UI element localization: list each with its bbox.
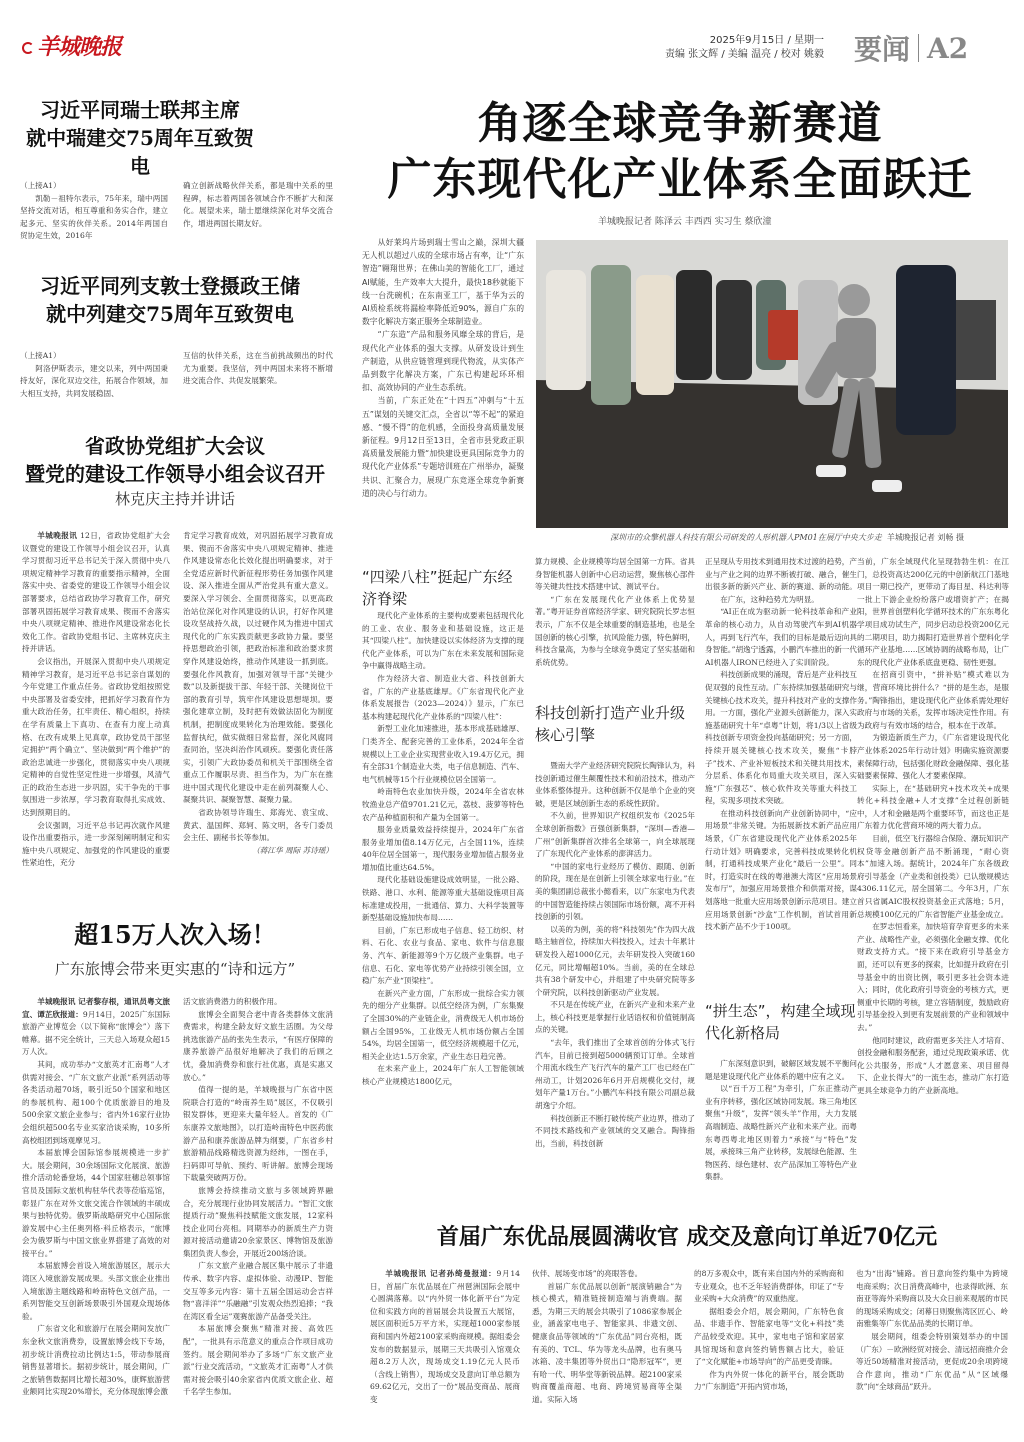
story5-lead: 羊城晚报讯 记者孙绮曼报道： bbox=[385, 1269, 497, 1278]
story4-paragraph: 广东文旅产业融合展区集中展示了非遗传承、数字内容、虚拟体验、动漫IP、智能交互等多元内容：第十五届全国运动会吉祥物“喜洋洋”“乐融融”引发观众热烈追捧；“我在湾区看全运”观赛旅游产品备受关注。 bbox=[183, 1261, 333, 1321]
story3-lead: 羊城晚报讯 bbox=[37, 531, 78, 540]
story5-paragraph: 伙伴、展场变市场”的亮眼答卷。 bbox=[532, 1269, 643, 1278]
main-paragraph: 目前，低空飞行器综合保险、潮玩知识产权贷等金融创新产品不断涌现，“耐心资本”加速入场。据统计，2024年广东各级政府引导基金（产业类和创投类）已认缴规模达4306.11亿元，居全国第二。今年3月，广东首只省属AIC股权投资基金正式落地；5月，总规模100亿元的广东省智能产业基金成立。 bbox=[857, 834, 1009, 919]
story2-column-1 bbox=[20, 350, 168, 406]
main-paragraph: 广东深刻意识到，破解区域发展不平衡问题是建设现代化产业体系的题中应有之义。 bbox=[705, 1059, 857, 1081]
story3-subhead: 林克庆主持并讲话 bbox=[114, 490, 235, 508]
story4-paragraph: 广东省文化和旅游厅在展会期间发放广东金秋文旅消费券，设置旅博会线下专场，初步统计消费拉动比例达1:5，带动参展商销售显著增长。据初步统计，展会期间，广之旅销售数据同比增长超30%，康辉旅游营业额同比实现20%增长，充分体现旅博会激 bbox=[22, 1324, 170, 1397]
main-paragraph: 作为经济大省、制造业大省、科技创新大省，广东的产业基底雄厚。《广东省现代化产业体系发展报告（2023—2024）》显示，广东已基本构建起现代化产业体系的“四梁八柱”： bbox=[362, 673, 524, 721]
dateline bbox=[665, 34, 824, 62]
story3-paragraph: 12日，省政协党组扩大会议暨党的建设工作领导小组会议召开，认真学习贯彻习近平总书记关于深入贯彻中央八项规定精神学习教育的重要指示精神，全面落实中央、省委党的建设工作领导小组会议部署要求，总结省政协学习教育工作，研究部署巩固拓展学习教育成果、锲而不舍落实中央八项规定精神、推进作风建设常态化长效化工作。省政协党组书记、主席林克庆主持并讲话。 bbox=[22, 531, 170, 654]
main-paragraph: 现代化产业体系的主要构成要素包括现代化的工业、农业、服务业和基础设施，这正是其“四梁八柱”。加快建设以实体经济为支撑的现代化产业体系，可以为广东在未来发展和国际竞争中赢得战略主动。 bbox=[362, 611, 524, 671]
main-headline-line1: 角逐全球竞争新赛道 bbox=[477, 98, 883, 149]
story5-column-1 bbox=[370, 1268, 520, 1433]
main-paragraph: 在招商引资中，“拼补贴”模式难以为继，营商环境比拼什么？“拼的是生态，是服务。”陶锋指出，建设现代化产业体系需处理好政府与市场的关系，发挥市场决定性作用。有为政府与有效市场的结合，根本在于改革。 bbox=[857, 670, 1009, 730]
main-paragraph: 在未来产业上，2024年广东人工智能领域核心产业规模达1800亿元， bbox=[362, 1064, 524, 1086]
story4-paragraph: 活文旅消费潜力的积极作用。 bbox=[183, 997, 282, 1006]
section-name: 要闻 bbox=[854, 33, 911, 66]
section-label bbox=[854, 28, 968, 68]
main-paragraph: 以“百千万工程”为牵引，广东正推动产业有序转移，强化区域协同发展。珠三角地区聚焦“升级”，发挥“领头羊”作用，大力发展高端制造、战略性新兴产业和未来产业。而粤东粤西粤北地区则着力“承接”与“特色”发展，承接珠三角产业转移，发展绿色能源、生物医药、绿色建材、农产品深加工等特色产业集群。 bbox=[705, 1084, 857, 1182]
story1-headline-line2: 就中瑞建交75周年互致贺电 bbox=[26, 126, 254, 178]
main-column-c bbox=[705, 556, 857, 976]
story3-credit: （蒋江华 周际 苏诗瑶） bbox=[252, 845, 333, 855]
subhead-ecosystem: “拼生态”，构建全域现代化新格局 bbox=[705, 1002, 856, 1042]
main-paragraph: 不只是在传统产业，在新兴产业和未来产业上，核心科技更是掌握行业话语权和价值链制高点的关键。 bbox=[535, 1000, 695, 1035]
main-paragraph: 科技创新成果的涌现，背后是产业科技互促双强的良性互动。广东持续加强基础研究与关键核心技术攻关，提升科技对产业的支撑作用。一方面，强化产业源头创新能力，深入实施基础研究十年“卓粤”计划，将1/3以上省级科技创新专项资金投向基础研究；另一方面，持续开展关键核心技术攻关，聚焦“卡脖子”技术、产业补短板技术和关键共用技术，分层系、体系化布局重大攻关项目，深入实施“广东强芯”、核心软件攻关等重大科技工程，实现多项技术突破。 bbox=[705, 670, 857, 806]
story5-paragraph: 的8万多观众中，既有来自国内外的采购商和专业观众，也不乏年轻消费群体，印证了“专业采购+大众消费”的双重热度。 bbox=[694, 1269, 844, 1304]
main-paragraph: 在罗志恒看来，加快培育孕育更多的未来产业、战略性产业，必须强化金融支撑、优化财政支持方式。“接下来在政府引导基金方面，还可以有更多的探索，比如提升政府在引导基金中的出资比例，吸引更多社会资本进入；同时，优化政府引导资金的考核方式，更侧重中长期的考核，建立容错制度，鼓励政府引导基金投入到更有发展前景的产业和领域中去。” bbox=[857, 922, 1009, 1032]
main-paragraph: 暨南大学产业经济研究院院长陶锋认为，科技创新通过催生颠覆性技术和前沿技术，推动产业体系整体提升。这种创新不仅是单个企业的突破，更是区域创新生态的系统性跃阶。 bbox=[535, 761, 695, 808]
main-paragraph: 不久前，世界知识产权组织发布《2025年全球创新指数》百强创新集群，“深圳—香港—广州”创新集群首次排名全球第一，向全球展现了广东现代化产业体系的澎湃活力。 bbox=[535, 811, 695, 859]
photo-caption bbox=[610, 532, 964, 543]
story3-headline-line2: 暨党的建设工作领导小组会议召开 bbox=[25, 462, 325, 486]
story5-paragraph: 展会期间，组委会特别策划举办的中国（广东）－欧洲经贸对接会、清远招商推介会等近50场精准对接活动，更促成20余项跨境合作意向，推动“广东优品”从“区域爆款”向“全球商品”跃升。 bbox=[856, 1331, 1008, 1392]
main-paragraph: 算力规模、企业规模等均居全国第一方阵。省具身智能机器人创新中心启动运营，聚焦核心部件等关键共性技术搭建中试、测试平台。 bbox=[535, 557, 695, 592]
main-headline bbox=[350, 96, 1010, 208]
main-paragraph: 在广东，这种趋势尤为明显。 bbox=[720, 594, 819, 604]
story5-column-3 bbox=[694, 1268, 844, 1433]
story2-headline-line1: 习近平同列支敦士登摄政王储 bbox=[40, 274, 300, 298]
main-headline-line2: 广东现代化产业体系全面跃迁 bbox=[387, 154, 973, 205]
story4-headline: 超15万人次入场！ bbox=[74, 920, 276, 949]
story4-lead: 羊城晚报讯 记者黎存根，通讯员粤文旅宣、谭芷欣报道： bbox=[22, 997, 170, 1019]
humanoid-robot-photo bbox=[536, 240, 1008, 528]
main-paragraph: 以美的为例，美的将“科技领先”作为四大战略主轴首位，持续加大科技投入，过去十年累计研发投入超1000亿元，去年研发投入突破160亿元，同比增幅超10%。当前，美的在全球总共有38个研发中心，并组建了中央研究院等多个研究院，以科技创新驱动产业发展。 bbox=[535, 924, 695, 997]
issue-date: 2025年9月15日 / 星期一 bbox=[709, 35, 824, 46]
main-paragraph: 实际上，在“基础研究+技术攻关+成果转化+科技金融+人才支撑”全过程创新链中，人才和金融是两个重要环节，而这也正是广东着力优化营商环境的两大着力点。 bbox=[857, 783, 1009, 831]
main-paragraph: “中国的家电行业经历了模仿、跟随、创新的阶段，现在是在创新上引领全球家电行业。”在美的集团副总裁张小懿看来，以广东家电为代表的中国智造能持续占领国际市场份额，离不开科技创新的引领。 bbox=[535, 861, 695, 922]
story5-headline: 首届广东优品展圆满收官 成交及意向订单近70亿元 bbox=[436, 1224, 938, 1250]
story4-paragraph: 旅博会持续推动文旅与多领域跨界融合，充分展现行业协同发展活力。“智汇文旅提质行动”聚焦科技赋能文旅发展，12家科技企业同台亮相。同期举办的新质生产力资源对接活动邀请20余家景区、博物馆及旅游集团负责人参会，开展近200场洽谈。 bbox=[183, 1185, 333, 1258]
photo-illustration bbox=[536, 240, 1008, 528]
story5-paragraph: 据组委会介绍，展会期间，广东特色食品、非遗手作、智能家电等“文化+科技”类产品较受欢迎。其中，家电电子馆和家居家具馆现场和意向签约销售额占比大，验证了“文化赋能+市场导向”的产品更受青睐。 bbox=[694, 1306, 844, 1367]
story5-column-2 bbox=[532, 1268, 682, 1433]
story3-paragraph: 会议指出，开展深入贯彻中央八项规定精神学习教育，是习近平总书记亲自谋划的今年党建工作重点任务。省政协党组按照党中央部署及省委安排，把抓好学习教育作为重大政治任务，扛牢责任、精心组织，持续在学有质量上下真功、在查有力度上动真格、在改有成果上见真章，政协党员干部坚定拥护“两个确立”、坚决做到“两个维护”的政治忠诚进一步强化，贯彻落实中央八项规定精神的自觉性坚定性进一步增强，风清气正的政治生态进一步巩固，实干争先的干事氛围进一步浓厚，学习教育取得扎实成效、达到预期目的。 bbox=[22, 656, 170, 818]
story3-paragraph: 会议强调，习近平总书记再次就作风建设作出重要指示，进一步深刻阐明制定和实施中央八项规定、加强党的作风建设的重要性紧迫性，充分 bbox=[22, 820, 170, 868]
story4-paragraph: 其间，成功举办“文旅英才汇南粤”人才供需对接会、“广东文旅产业派”系列活动等各类活动超70场，吸引近50个国家和地区的参展机构、超100个优质旅游目的地及500余家文旅企业参与；省内外16家行业协会组织超500名专业买家洽谈采购，10多所高校组团到场观摩见习。 bbox=[22, 1059, 170, 1145]
story1-paragraph: 确立创新战略伙伴关系，都是瑞中关系的里程碑，标志着两国各领域合作不断扩大和深化。展望未来，瑞士愿继续深化对华交流合作，增进两国长期友好。 bbox=[183, 181, 333, 228]
main-column-a bbox=[362, 610, 524, 1202]
story4-subhead: 广东旅博会带来更实惠的“诗和远方” bbox=[54, 960, 296, 978]
subhead-tech-innovation: 科技创新打造产业升级核心引擎 bbox=[535, 704, 686, 744]
main-paragraph: “广东在发展现代化产业体系上优势显著。”粤开证券首席经济学家、研究院院长罗志恒表示，广东不仅是全球重要的制造基地，也是全国创新的核心引擎，抗风险能力强，特色鲜明，科技含量高，为参与全球竞争奠定了坚实基础和系统优势。 bbox=[535, 594, 695, 667]
story3-headline-line1: 省政协党组扩大会议 bbox=[85, 434, 265, 458]
story3-column-1 bbox=[22, 530, 170, 868]
story5-column-4 bbox=[856, 1268, 1008, 1433]
story4-paragraph: 旅博会全面契合老中青各类群体文旅消费需求，构建全龄友好文旅生活圈。为父母挑选旅游产品的张先生表示，“有医疗保障的康养旅游产品很好地解决了我们的后顾之忧，叠加消费券和旅行社优惠，真是实惠又放心。” bbox=[183, 1009, 333, 1082]
story3-paragraph: 肯定学习教育成效，对巩固拓展学习教育成果、锲而不舍落实中央八项规定精神、推进作风建设常态化长效化提出明确要求，对于全党适应新时代新征程形势任务加强作风建设、深入推进全面从严治党具有重大意义。要深入学习领会、全面贯彻落实，以更高政治站位深化对作风建设的认识，打好作风建设攻坚战持久战，以过硬作风为推进中国式现代化的广东实践贡献更多政协力量。要坚持思想政治引领，把政治标准和政治要求贯穿作风建设始终，推动作风建设一抓到底。要强化作风教育，加强对领导干部“关键少数”以及新提拔干部、年轻干部、关键岗位干部的教育引导，筑牢作风建设思想堤坝。要强化建章立制，及时把有效做法固化为制度机制，把制度成果转化为治理效能。要强化监督执纪，做实做细日常监督，深化风腐同查同治，坚决纠治作风顽疾。要强化责任落实，引领广大政协委员和机关干部围绕全省重点工作履职尽责、担当作为，为广东在推进中国式现代化建设中走在前列凝聚人心、凝聚共识、凝聚智慧、凝聚力量。 bbox=[183, 531, 333, 805]
story2-paragraph: 阿洛伊斯表示，建交以来，列中两国秉持友好，深化双边交往，拓展合作领域，加大相互支持，共同发展稳固、 bbox=[20, 363, 168, 398]
story4-paragraph: 本届旅博会国际馆参展规模进一步扩大。展会期间，30余场国际文化展演、旅游推介活动轮番登场，44个国家驻穗总领事馆官员及国际文旅机构驻华代表等莅临巡馆，彰显广东在对外文旅交流合作领域的丰硕成果与独特优势。俄罗斯战略研究中心国际旅游发展中心主任奥列格·科丘格表示，“旅博会为俄罗斯与中国文旅业界搭建了高效的对接平台。” bbox=[22, 1148, 170, 1258]
story5-paragraph: 9月14日，首届广东优品展在广州琶洲国际会展中心圆满落幕。以“内外贸一体化新平台”为定位和实践方向的首届展会共设置五大展馆，展区面积近5万平方米，实现超1000家参展商和国内外超2100家采购商规模。据组委会发布的数据显示，展期三天共吸引入馆观众超8.2万人次，现场成交1.19亿元人民币（含线上销售），现场成交及意向订单总额为69.62亿元，交出了一份“展品变商品、展商变 bbox=[370, 1269, 520, 1404]
story3-headline bbox=[15, 432, 335, 488]
photo-credit: 羊城晚报记者 刘畅 摄 bbox=[886, 533, 964, 542]
continuation-note: （上接A1） bbox=[20, 351, 61, 360]
main-column-d bbox=[857, 556, 1009, 1196]
story1-paragraph: 凯勒－祖特尔表示，75年来，瑞中两国坚持交流对话，相互尊重和务实合作，建立起多元、坚实的伙伴关系。2014年两国自贸协定生效，2016年 bbox=[20, 193, 168, 241]
main-paragraph: 现代化基础设施建设成效明显，一批公路、铁路、港口、水利、能源等重大基础设施项目高标准建成投用，一批通信、算力、大科学装置等新型基础设施加快布局…… bbox=[362, 875, 524, 923]
main-paragraph: 服务业质量效益持续提升，2024年广东省服务业增加值8.14万亿元，占全国11%，连续40年位居全国第一，现代服务业增加值占服务业增加值比重达64.5%。 bbox=[362, 825, 524, 872]
subhead-four-pillars: “四梁八柱”挺起广东经济脊梁 bbox=[362, 568, 513, 608]
story1-column-2 bbox=[183, 180, 333, 236]
story4-paragraph: 本届旅博会聚焦“精准对接、高效匹配”，一批具有示范意义的重点合作项目成功签约。展会期间举办了多场“广东文旅产业派”行业交流活动，“文旅英才汇南粤”人才供需对接会吸引40余家省内优质文旅企业、超千名学生参加。 bbox=[183, 1324, 333, 1397]
editor-credits: 责编 张文辉 / 美编 温亮 / 校对 姚毅 bbox=[665, 49, 824, 60]
main-paragraph: 正呈现从专用技术到通用技术过渡的趋势，产业与产业之间的边界不断被打破、融合，催生出很多新的新兴产业、新的赛道、新的动能。 bbox=[705, 557, 857, 592]
main-intro-paragraph: “广东造”产品和服务风靡全球的背后，是现代化产业体系的强大支撑。从研发设计到生产制造，从供应链管理到现代物流，从实体产品到数字化解决方案，广东已构建起环环相扣、高效协同的产业生态系统。 bbox=[362, 330, 524, 393]
story2-column-2 bbox=[183, 350, 333, 406]
story4-paragraph: 值得一提的是，羊城晚报与广东省中医院联合打造的“岭南养生局”展区，不仅吸引银发群体，更迎来大量年轻人。首发的《广东康养文旅地图》，以打造岭南特色中医药旅游产品和康养旅游品牌为纲要，广东省乡村旅游精品线路精选资源为经纬，一图在手，扫码即可导航、预约、听讲解。旅博会现场下载量突破两万份。 bbox=[183, 1085, 333, 1183]
main-paragraph: 在新兴产业方面，广东形成一批综合实力领先的细分产业集群。以低空经济为例，广东集聚了全国30%的产业链企业，消费级无人机市场份额占全国95%，工业级无人机市场份额占全国54%，均居全国第一，低空经济规模超千亿元，相关企业达1.5万余家，产业生态日趋完善。 bbox=[362, 988, 524, 1061]
main-paragraph: 他同时建议，政府需更多关注人才培育、创投金融和服务配套，通过兑现政策承诺、优化公共服务，形成“人才愿意来、项目留得下、企业长得大”的一流生态，推动广东打造更具全球竞争力的产业新高地。 bbox=[857, 1035, 1009, 1095]
story4-paragraph: 本届旅博会首设入境旅游展区，展示大湾区入境旅游发展成果。头部文旅企业推出入境旅游主题线路和岭南特色文创产品，一系列智能交互创新场景吸引外国观众现场体验。 bbox=[22, 1261, 170, 1321]
main-intro-column bbox=[362, 236, 524, 526]
story1-column-1 bbox=[20, 180, 168, 241]
story2-headline-line2: 就中列建交75周年互致贺电 bbox=[46, 302, 294, 326]
story5-paragraph: 也为“出海”铺路。首日意向签约集中为跨境电商采购；次日消费高峰中，也录得欧洲、东南亚等海外采购商以及大众日前来观展的市民的现场采购成交；闭幕日则聚焦湾区匠心、岭南雅集等广东优品品类的长期订单。 bbox=[856, 1269, 1008, 1329]
main-paragraph: 在推动科技创新向产业创新协同中，“应用场景”非常关键。为拓展新技术新产品应用场景，《广东省建设现代化产业体系2025年行动计划》明确要求，完善科技成果转化机制，打通科技成果产业化“最后一公里”。同时，打造实时在线的粤港澳大湾区“应用场景发布厅”，加强应用场景推介和供需对接，谋划落地一批重大应用场景创新示范项目。建立应用场景创新“沙盒”工作机制，首试首用新技术新产品不少于100项。 bbox=[705, 808, 857, 932]
main-column-c2 bbox=[705, 1058, 857, 1198]
main-intro-paragraph: 当前，广东正处在“十四五”冲刺与“十五五”谋划的关键交汇点，全省以“等不起”的紧迫感、“慢不得”的危机感，全面投身高质量发展新征程。9月12日至13日，全省市县党政正职高质量发展能力暨“加快建设更具国际竞争力的现代化产业体系”专题培训班在广州举办，凝聚共识、汇聚合力，展现广东竞逐全球竞争新赛道的决心与行动力。 bbox=[362, 396, 524, 498]
story5-paragraph: 首届广东优品展以创新“展演销融合”为核心模式，精准链接制造端与消费端。据悉，为期三天的展会共吸引了1086家参展企业，涵盖家电电子、智能家具、非遗文创、健康食品等领域的“广东优品”同台亮相，既有美的、TCL、华为等龙头品牌，也有奥马冰箱、凌丰集团等外贸出口“隐形冠军”，更有哈一代、明华堂等新锐品牌。超2100家采购商覆盖商超、电商、跨境贸易商等全渠道。实际入场 bbox=[532, 1281, 682, 1404]
main-column-b2 bbox=[535, 760, 695, 1202]
main-paragraph: 新型工业化加速推进，基本形成基础雄厚、门类齐全、配套完善的工业体系，2024年全省规模以上工业企业实现营业收入19.4万亿元，拥有全部31个制造业大类，电子信息制造、汽车、电气机械等15个行业规模位居全国第一。 bbox=[362, 724, 524, 784]
story1-headline bbox=[20, 96, 260, 180]
logo-mark-icon bbox=[22, 42, 34, 54]
main-paragraph: 当前，广东全域现代化呈现勃勃生机：在江门，总投资高达200亿元的中创新航江门基地项目一期已投产，更带动了海目星、科达利等一批上下游企业纷纷落户或增资扩产；在揭阳，世界首创塑料化学循环技术的广东东粤化学项目成功试生产，同步启动总投资200亿元的二期项目，助力揭阳打造世界首个塑料化学循环产业基地……区域协调的战略布局，让广东的现代化产业体系底盘更稳、韧性更强。 bbox=[857, 557, 1009, 667]
photo-caption-text: 深圳市的众擎机器人科技有限公司研发的人形机器人PM01在展厅中央大步走 bbox=[610, 533, 882, 542]
main-paragraph: “AI正在成为驱动新一轮科技革命和产业革命的核心动力，从自动驾驶汽车到AI机器人，再到飞行汽车，我们的目标是最后迈向具身智能。”胡逸宁透露，小鹏汽车推出的新一代AI机器人IRON已经进入了实训阶段。 bbox=[705, 607, 857, 667]
page-number: A2 bbox=[927, 31, 969, 65]
main-paragraph: 为锻造新质生产力，《广东省建设现代化产业体系2025年行动计划》明确实施资源要素保障行动，包括强化财政金融保障、强化基础要素保障、强化人才要素保障。 bbox=[857, 733, 1009, 781]
story2-headline bbox=[20, 272, 320, 328]
story2-paragraph: 互信的伙伴关系，这在当前挑战频出的时代尤为重要。我坚信，列中两国未来将不断增进交流合作、共促发展繁荣。 bbox=[183, 351, 333, 386]
main-byline: 羊城晚报记者 陈泽云 丰西西 实习生 蔡欣潼 bbox=[598, 217, 772, 227]
main-paragraph: 岭南特色农业加快升级，2024年全省农林牧渔业总产值9701.21亿元，荔枝、菠萝等特色农产品种植面积和产量为全国第一。 bbox=[362, 787, 524, 822]
story1-headline-line1: 习近平同瑞士联邦主席 bbox=[40, 98, 240, 122]
main-intro-paragraph: 从好莱坞片场到瑞士雪山之巅，深圳大疆无人机以超过八成的全球市场占有率，让“广东智造”翱翔世界；在佛山美的智能化工厂，通过AI赋能，生产效率大大提升，最快18秒就能下线一台洗碗机；在东南亚工厂，基于华为云的AI质检系统将漏检率降低近90%，源自广东的数字化解决方案正服务全球制造业。 bbox=[362, 238, 524, 327]
main-paragraph: “去年，我们推出了全球首创的分体式飞行汽车，目前已接到超5000辆预订订单。全球首个用流水线生产飞行汽车的量产工厂也已经在广州动工，计划2026年6月开启规模化交付，规划年产量1万台。”小鹏汽车科技有限公司副总裁胡逸宁介绍。 bbox=[535, 1038, 695, 1111]
main-paragraph: 科技创新正不断打破传统产业边界，推动了不同技术路线和产业领域的交叉融合。陶锋指出，当前，科技创新 bbox=[535, 1113, 695, 1148]
main-paragraph: 目前，广东已形成电子信息、轻工纺织、材料、石化、农业与食品、家电、软件与信息服务、汽车、新能源等9个万亿级产业集群。电子信息、石化、家电等优势产业持续引领全国，立稳广东产业“顶梁柱”。 bbox=[362, 925, 524, 986]
section-divider bbox=[918, 34, 919, 62]
continuation-note: （上接A1） bbox=[20, 181, 61, 190]
story4-paragraph: 9月14日，2025广东国际旅游产业博览会（以下简称“旅博会”）落下帷幕。据不完全统计，三天总入场观众超15万人次。 bbox=[22, 1009, 170, 1057]
story5-paragraph: 作为内外贸一体化的新平台，展会既助力“广东制造”开拓内贸市场， bbox=[694, 1369, 844, 1392]
story4-column-1 bbox=[22, 996, 170, 1426]
story4-column-2 bbox=[183, 996, 333, 1426]
story3-paragraph: 省政协领导许瑞生、郑海光、袁宝成、黄武、温国辉、郑轲、陈文明，各专门委员会主任、副秘书长等参加。 bbox=[183, 808, 333, 843]
main-column-b bbox=[535, 556, 695, 668]
newspaper-logo: 羊城晚报 bbox=[22, 30, 121, 61]
story3-column-2 bbox=[183, 530, 333, 860]
